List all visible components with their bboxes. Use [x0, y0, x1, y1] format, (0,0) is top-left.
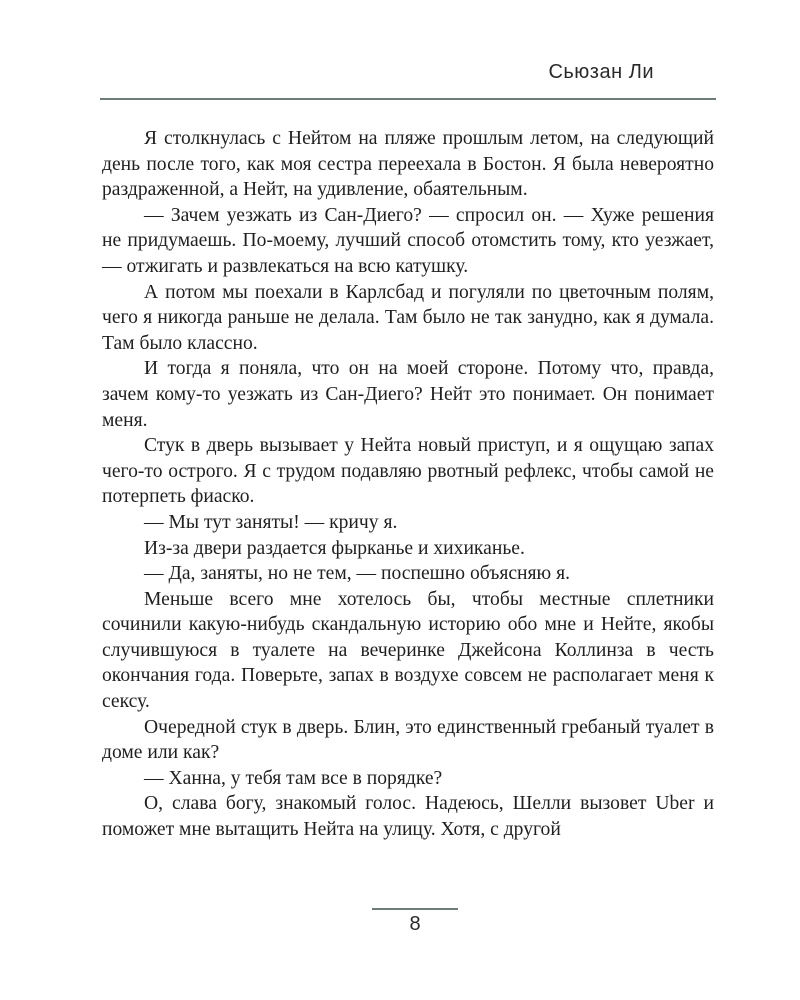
body-text [102, 126, 714, 843]
paragraph: Из-за двери раздается фырканье и хихиканье. [144, 537, 525, 559]
footer-rule [372, 908, 458, 910]
running-head-author: Сьюзан Ли [548, 61, 654, 83]
paragraph: Стук в дверь вызывает у Нейта новый приступ, и я ощущаю запах чего-то острого. Я с трудом подавляю рвотный рефлекс, чтобы самой не потерпеть фиаско. [102, 435, 714, 508]
paragraph: А потом мы поехали в Карлсбад и погуляли по цветочным полям, чего я никогда раньше не делала. Там было не так занудно, как я думала. Там было классно. [102, 281, 714, 354]
paragraph: — Мы тут заняты! — кричу я. [144, 511, 398, 533]
header-rule [100, 98, 716, 100]
paragraph: Меньше всего мне хотелось бы, чтобы местные сплетники сочинили какую-нибудь скандальную историю обо мне и Нейте, якобы случившуюся в туалете на вечеринке Джейсона Коллинза в честь окончания года. Поверьте, запах в воздухе совсем не располагает меня к сексу. [102, 588, 714, 713]
paragraph: — Да, заняты, но не тем, — поспешно объясняю я. [144, 563, 571, 585]
paragraph: И тогда я поняла, что он на моей стороне. Потому что, правда, зачем кому-то уезжать из Сан-Диего? Нейт это понимает. Он понимает меня. [102, 358, 714, 431]
paragraph: — Ханна, у тебя там все в порядке? [144, 767, 443, 789]
paragraph: О, слава богу, знакомый голос. Надеюсь, Шелли вызовет Uber и поможет мне вытащить Нейта на улицу. Хотя, с другой [102, 793, 714, 841]
paragraph: Я столкнулась с Нейтом на пляже прошлым летом, на следующий день после того, как моя сестра переехала в Бостон. Я была невероятно раздраженной, а Нейт, на удивление, обаятельным. [102, 128, 714, 201]
paragraph: — Зачем уезжать из Сан-Диего? — спросил он. — Хуже решения не придумаешь. По-моему, лучший способ отомстить тому, кто уезжает, — отжигать и развлекаться на всю катушку. [102, 204, 714, 277]
page-number: 8 [409, 913, 421, 935]
paragraph: Очередной стук в дверь. Блин, это единственный гребаный туалет в доме или как? [102, 716, 714, 764]
